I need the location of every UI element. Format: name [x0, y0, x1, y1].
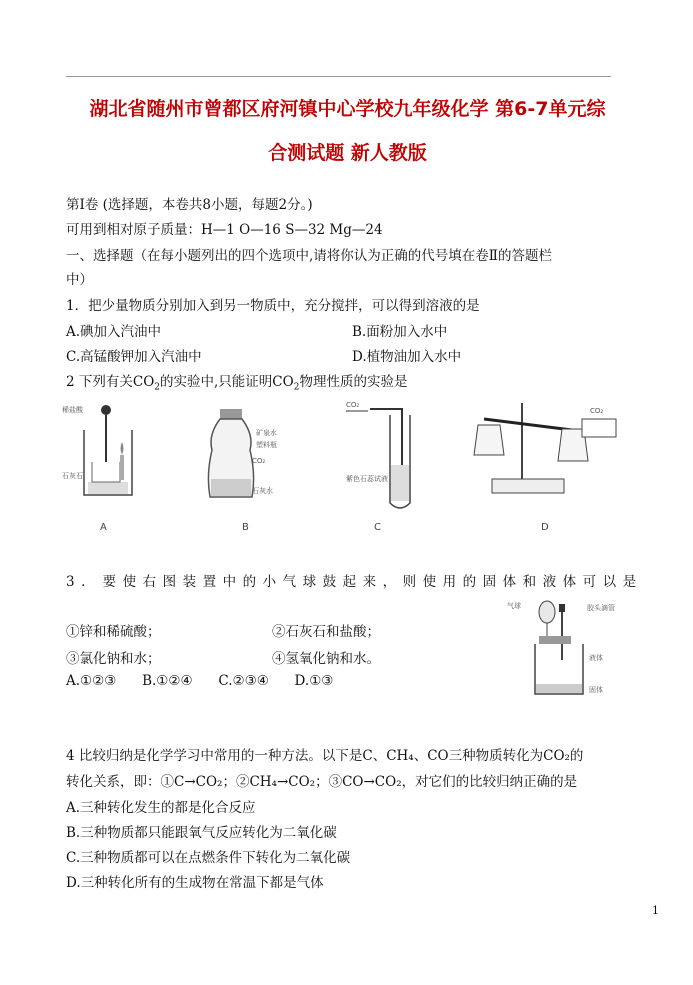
fig-q3-dropper-label: 胶头滴管: [587, 604, 615, 612]
q3-option-1: ①锌和稀硫酸；: [66, 624, 161, 640]
q1-stem: 1．把少量物质分别加入到另一物质中，充分搅拌，可以得到溶液的是: [66, 298, 480, 314]
q3-stem: 3. 要使右图装置中的小气球鼓起来，则使用的固体和液体可以是: [66, 574, 643, 590]
q1-option-b: B.面粉加入水中: [352, 324, 448, 340]
q4-option-c: C.三种物质都可以在点燃条件下转化为二氧化碳: [66, 850, 351, 866]
q3-figure: [505, 598, 625, 700]
q1-option-d: D.植物油加入水中: [352, 349, 462, 365]
q4-stem-line1: 4 比较归纳是化学学习中常用的一种方法。以下是C、CH₄、CO三种物质转化为CO₂的: [66, 748, 584, 764]
fig-q3-liquid-label: 液体: [589, 654, 603, 662]
fig-q3-balloon-label: 气球: [507, 602, 521, 610]
q3-option-3: ③氯化钠和水；: [66, 651, 161, 667]
q3-option-2: ②石灰石和盐酸；: [272, 624, 380, 640]
page-number: 1: [652, 904, 659, 917]
q2-stem-mid: 的实验中,只能证明CO: [160, 374, 294, 390]
q2-figure-d: [470, 395, 630, 510]
q1-option-c: C.高锰酸钾加入汽油中: [66, 349, 202, 365]
q2-stem-pre: 2 下列有关CO: [66, 374, 155, 390]
q2-figure-a: [62, 400, 152, 500]
q3-option-4: ④氢氧化钠和水。: [272, 651, 380, 667]
q2-figure-c: [340, 395, 430, 515]
instruction-line2: 中）: [66, 272, 93, 288]
fig-a-label: A: [100, 522, 107, 533]
section-header: 第Ⅰ卷 (选择题，本卷共8小题，每题2分。): [66, 197, 313, 213]
fig-q3-solid-label: 固体: [589, 686, 603, 694]
q3-choices: A.①②③ B.①②④ C.②③④ D.①③: [66, 673, 334, 689]
q2-sub-1: 2: [154, 382, 161, 393]
q2-figure-b: [200, 405, 290, 505]
q4-option-a: A.三种转化发生的都是化合反应: [66, 800, 256, 816]
q2-stem: [66, 370, 407, 393]
fig-d-co2-label: CO₂: [590, 407, 604, 415]
fig-b-water-label: 矿泉水: [256, 429, 277, 437]
fig-a-acid-label: 稀盐酸: [62, 406, 83, 414]
fig-c-co2-label: CO₂: [346, 401, 360, 409]
fig-b-bottle-label: 塑料瓶: [256, 441, 277, 449]
fig-b-label: B: [242, 522, 249, 533]
fig-c-label: C: [374, 522, 381, 533]
fig-c-litmus-label: 紫色石蕊试液: [346, 475, 388, 483]
instruction-line1: 一、选择题（在每小题列出的四个选项中,请将你认为正确的代号填在卷Ⅱ的答题栏: [66, 248, 552, 264]
page-title-line2: 合测试题 新人教版: [268, 142, 427, 164]
q4-option-b: B.三种物质都只能跟氧气反应转化为二氧化碳: [66, 825, 337, 841]
fig-b-co2-label: CO₂: [252, 457, 266, 465]
fig-b-limewater-label: 石灰水: [252, 487, 273, 495]
page-title-line1: 湖北省随州市曾都区府河镇中心学校九年级化学 第6-7单元综: [89, 98, 606, 120]
q4-stem-line2: 转化关系，即：①C→CO₂；②CH₄→CO₂；③CO→CO₂，对它们的比较归纳正确的是: [66, 774, 578, 790]
q2-stem-post: 物理性质的实验是: [299, 374, 408, 390]
fig-d-label: D: [541, 522, 549, 533]
q1-option-a: A.碘加入汽油中: [66, 324, 162, 340]
header-rule: [66, 76, 611, 77]
q2-sub-2: 2: [293, 382, 300, 393]
fig-a-stone-label: 石灰石: [62, 472, 83, 480]
atomic-masses: 可用到相对原子质量：H—1 O—16 S—32 Mg—24: [66, 222, 383, 238]
q4-option-d: D.三种转化所有的生成物在常温下都是气体: [66, 875, 324, 891]
